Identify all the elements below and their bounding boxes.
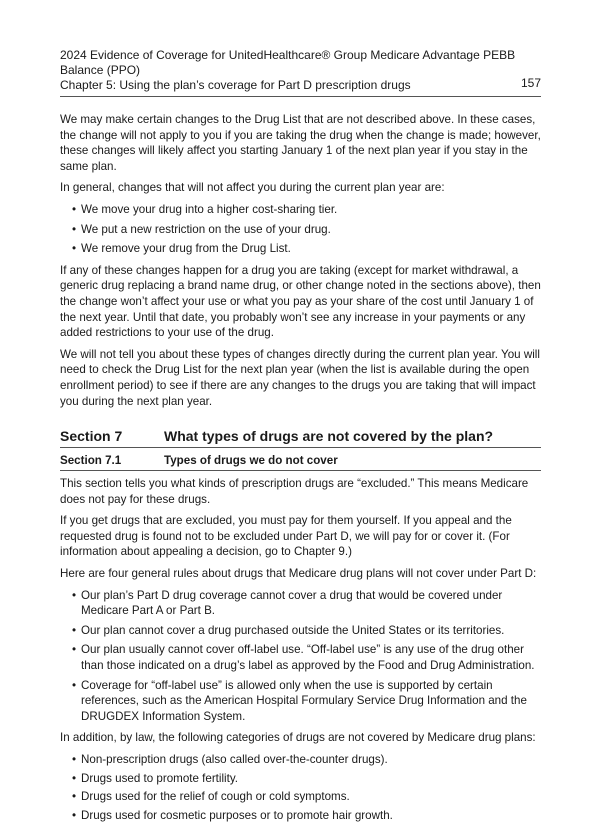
- paragraph: If any of these changes happen for a drug you are taking (except for market withdrawal, a generic drug replacing a brand name drug, or other change noted in the sections above), then the change won’t affect your use or what you pay as your share of the cost until January 1 of the next year. Until that date, you probably won’t see any increase in your payments or any added restrictions to your use of the drug.: [60, 263, 541, 340]
- paragraph: Here are four general rules about drugs that Medicare drug plans will not cover under Part D:: [60, 567, 537, 581]
- chapter-title: Chapter 5: Using the plan’s coverage for Part D prescription drugs: [60, 78, 411, 92]
- categories-list: [60, 752, 541, 823]
- paragraph: In addition, by law, the following categories of drugs are not covered by Medicare drug plans:: [60, 731, 536, 745]
- list-item: • Drugs used to promote fertility.: [72, 771, 541, 787]
- section-number: Section 7: [60, 428, 123, 445]
- list-item: • Our plan’s Part D drug coverage cannot cover a drug that would be covered under Medicare Part A or Part B.: [72, 588, 541, 619]
- list-item: • Our plan cannot cover a drug purchased outside the United States or its territories.: [72, 623, 541, 639]
- bullet-list: [60, 202, 541, 257]
- paragraph: We may make certain changes to the Drug List that are not described above. In these cases, the change will not apply to you if you are taking the drug when the change is made; however, these changes will likely affect you starting January 1 of the next plan year if you stay in the same plan.: [60, 113, 541, 173]
- page-number: 157: [520, 76, 541, 90]
- paragraph: We will not tell you about these types of changes directly during the current plan year. You will need to check the Drug List for the next plan year (when the list is available during the open enrollment period) to see if there are any changes to the drugs you are taking that will impact you during the next plan year.: [60, 347, 540, 408]
- list-item: • Drugs used for the relief of cough or cold symptoms.: [72, 789, 541, 805]
- subsection-heading: [60, 453, 541, 471]
- list-item: • Drugs used for cosmetic purposes or to promote hair growth.: [72, 808, 541, 824]
- list-item: • Our plan usually cannot cover off-label use. “Off-label use” is any use of the drug other than those indicated on a drug’s label as approved by the Food and Drug Administration.: [72, 642, 541, 673]
- rules-list: [60, 588, 541, 725]
- page-header: [60, 48, 541, 97]
- paragraph: If you get drugs that are excluded, you must pay for them yourself. If you appeal and the requested drug is found not to be excluded under Part D, we will pay for or cover it. (For information about appealing a decision, go to Chapter 9.): [60, 514, 512, 559]
- list-item: • Non-prescription drugs (also called over-the-counter drugs).: [72, 752, 541, 768]
- list-item: • We put a new restriction on the use of your drug.: [72, 222, 541, 238]
- section-title: What types of drugs are not covered by the plan?: [164, 428, 494, 445]
- paragraph: In general, changes that will not affect you during the current plan year are:: [60, 181, 445, 195]
- paragraph: This section tells you what kinds of prescription drugs are “excluded.” This means Medicare does not pay for these drugs.: [60, 477, 529, 506]
- list-item: • Coverage for “off-label use” is allowed only when the use is supported by certain references, such as the American Hospital Formulary Service Drug Information and the DRUGDEX Information System.: [72, 678, 541, 725]
- document-page: [60, 48, 541, 829]
- list-item: • We move your drug into a higher cost-sharing tier.: [72, 202, 541, 218]
- section-heading: [60, 427, 541, 448]
- subsection-number: Section 7.1: [60, 454, 122, 468]
- subsection-title: Types of drugs we do not cover: [164, 454, 338, 468]
- document-title: 2024 Evidence of Coverage for UnitedHealthcare® Group Medicare Advantage PEBB Balance (PPO): [60, 48, 516, 77]
- list-item: • We remove your drug from the Drug List.: [72, 241, 541, 257]
